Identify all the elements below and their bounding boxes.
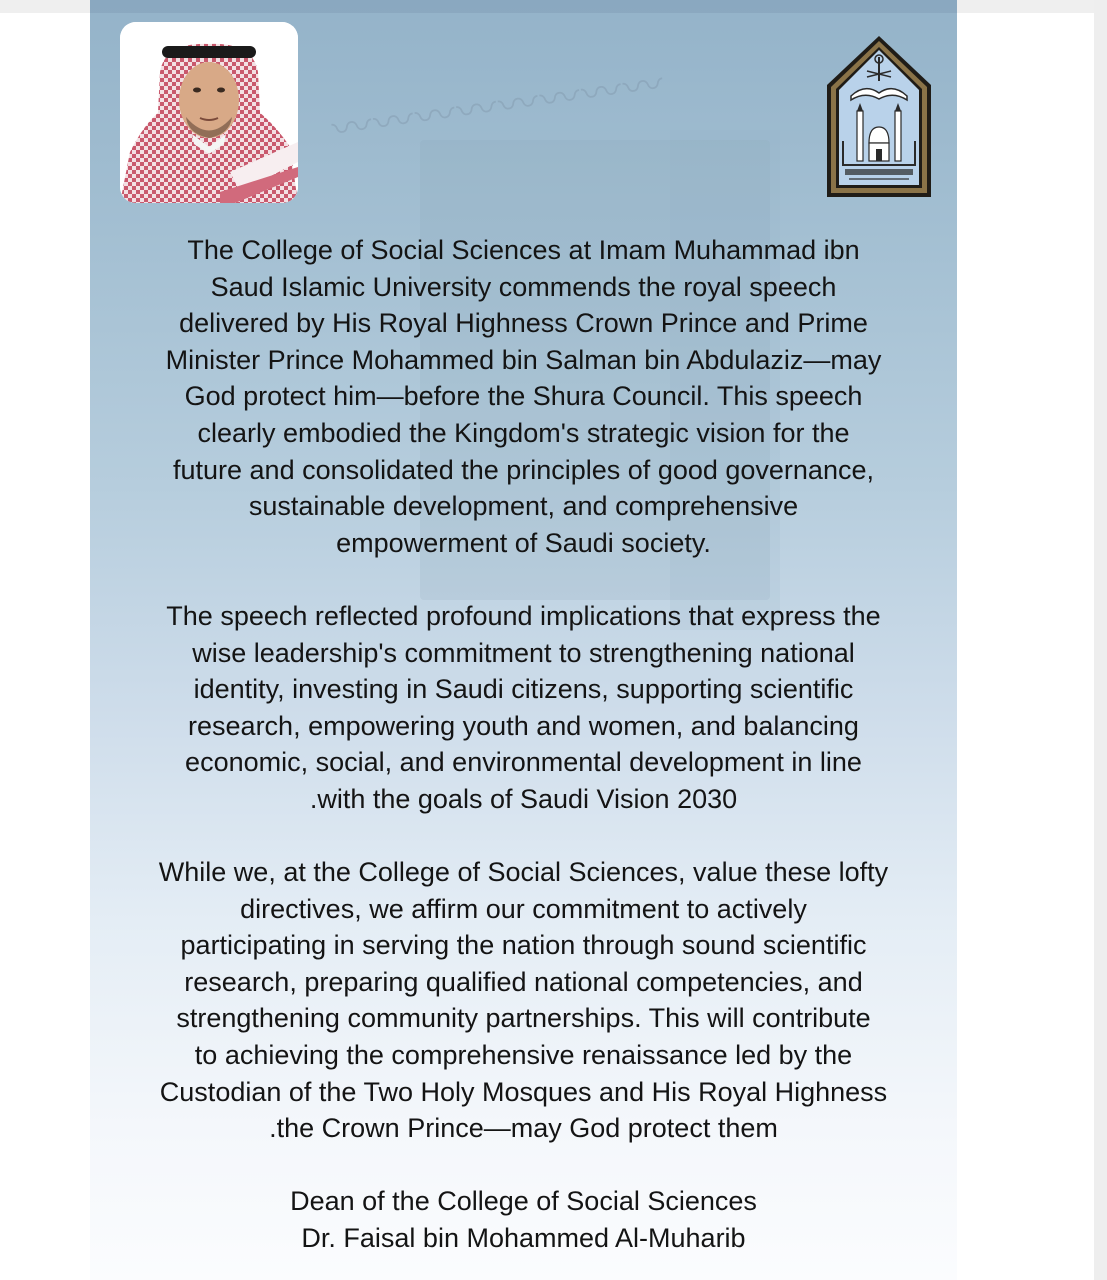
paragraph-1 bbox=[110, 232, 937, 561]
text-line: The College of Social Sciences at Imam Muhammad ibn bbox=[187, 235, 860, 265]
text-line: to achieving the comprehensive renaissance led by the bbox=[194, 1040, 853, 1071]
text-line: empowerment of Saudi society. bbox=[336, 527, 711, 558]
text-line: wise leadership's commitment to strengthening national bbox=[192, 637, 855, 668]
portrait-image bbox=[120, 22, 298, 203]
text-line: .the Crown Prince—may God protect them bbox=[269, 1113, 778, 1144]
signature-title: Dean of the College of Social Sciences bbox=[290, 1186, 757, 1217]
watermark-calligraphy: 〰〰〰〰〰〰〰〰 bbox=[329, 61, 669, 154]
text-line: Saud Islamic University commends the royal speech bbox=[210, 271, 837, 302]
text-line: participating in serving the nation through sound scientific bbox=[180, 930, 867, 961]
text-line: research, empowering youth and women, and balancing bbox=[188, 710, 859, 741]
paragraph-spacer bbox=[110, 818, 937, 855]
text-line: God protect him—before the Shura Council. This speech bbox=[184, 381, 863, 412]
right-edge bbox=[1094, 0, 1107, 1280]
paragraph-spacer bbox=[110, 1147, 937, 1184]
paragraph-spacer bbox=[110, 561, 937, 598]
text-line: strengthening community partnerships. This will contribute bbox=[176, 1003, 871, 1034]
text-line: research, preparing qualified national competencies, and bbox=[184, 966, 863, 997]
signature-name: Dr. Faisal bin Mohammed Al-Muharib bbox=[301, 1223, 746, 1254]
text-line: The speech reflected profound implications that express the bbox=[166, 600, 881, 631]
paragraph-3 bbox=[110, 854, 937, 1147]
text-line: Custodian of the Two Holy Mosques and His Royal Highness bbox=[159, 1076, 888, 1107]
left-margin bbox=[0, 13, 90, 1280]
statement-body bbox=[110, 232, 937, 1257]
text-line: directives, we affirm our commitment to actively bbox=[240, 893, 807, 924]
dean-portrait bbox=[120, 22, 298, 203]
text-line: delivered by His Royal Highness Crown Prince and Prime bbox=[179, 308, 868, 339]
text-line: future and consolidated the principles of good governance, bbox=[173, 454, 874, 485]
right-margin bbox=[957, 13, 1094, 1280]
text-line: identity, investing in Saudi citizens, supporting scientific bbox=[193, 674, 854, 705]
text-line: Minister Prince Mohammed bin Salman bin Abdulaziz—may bbox=[165, 344, 882, 375]
text-line: .with the goals of Saudi Vision 2030 bbox=[309, 783, 738, 814]
text-line: While we, at the College of Social Sciences, value these lofty bbox=[158, 857, 889, 888]
text-line: clearly embodied the Kingdom's strategic vision for the bbox=[197, 417, 850, 448]
statement-card bbox=[90, 0, 957, 1280]
paragraph-2 bbox=[110, 598, 937, 818]
card-topline bbox=[90, 0, 957, 13]
text-line: economic, social, and environmental development in line bbox=[185, 747, 862, 778]
text-line: sustainable development, and comprehensive bbox=[248, 491, 799, 522]
university-emblem-icon bbox=[823, 33, 935, 201]
university-logo bbox=[823, 33, 935, 201]
signature-block bbox=[110, 1183, 937, 1256]
